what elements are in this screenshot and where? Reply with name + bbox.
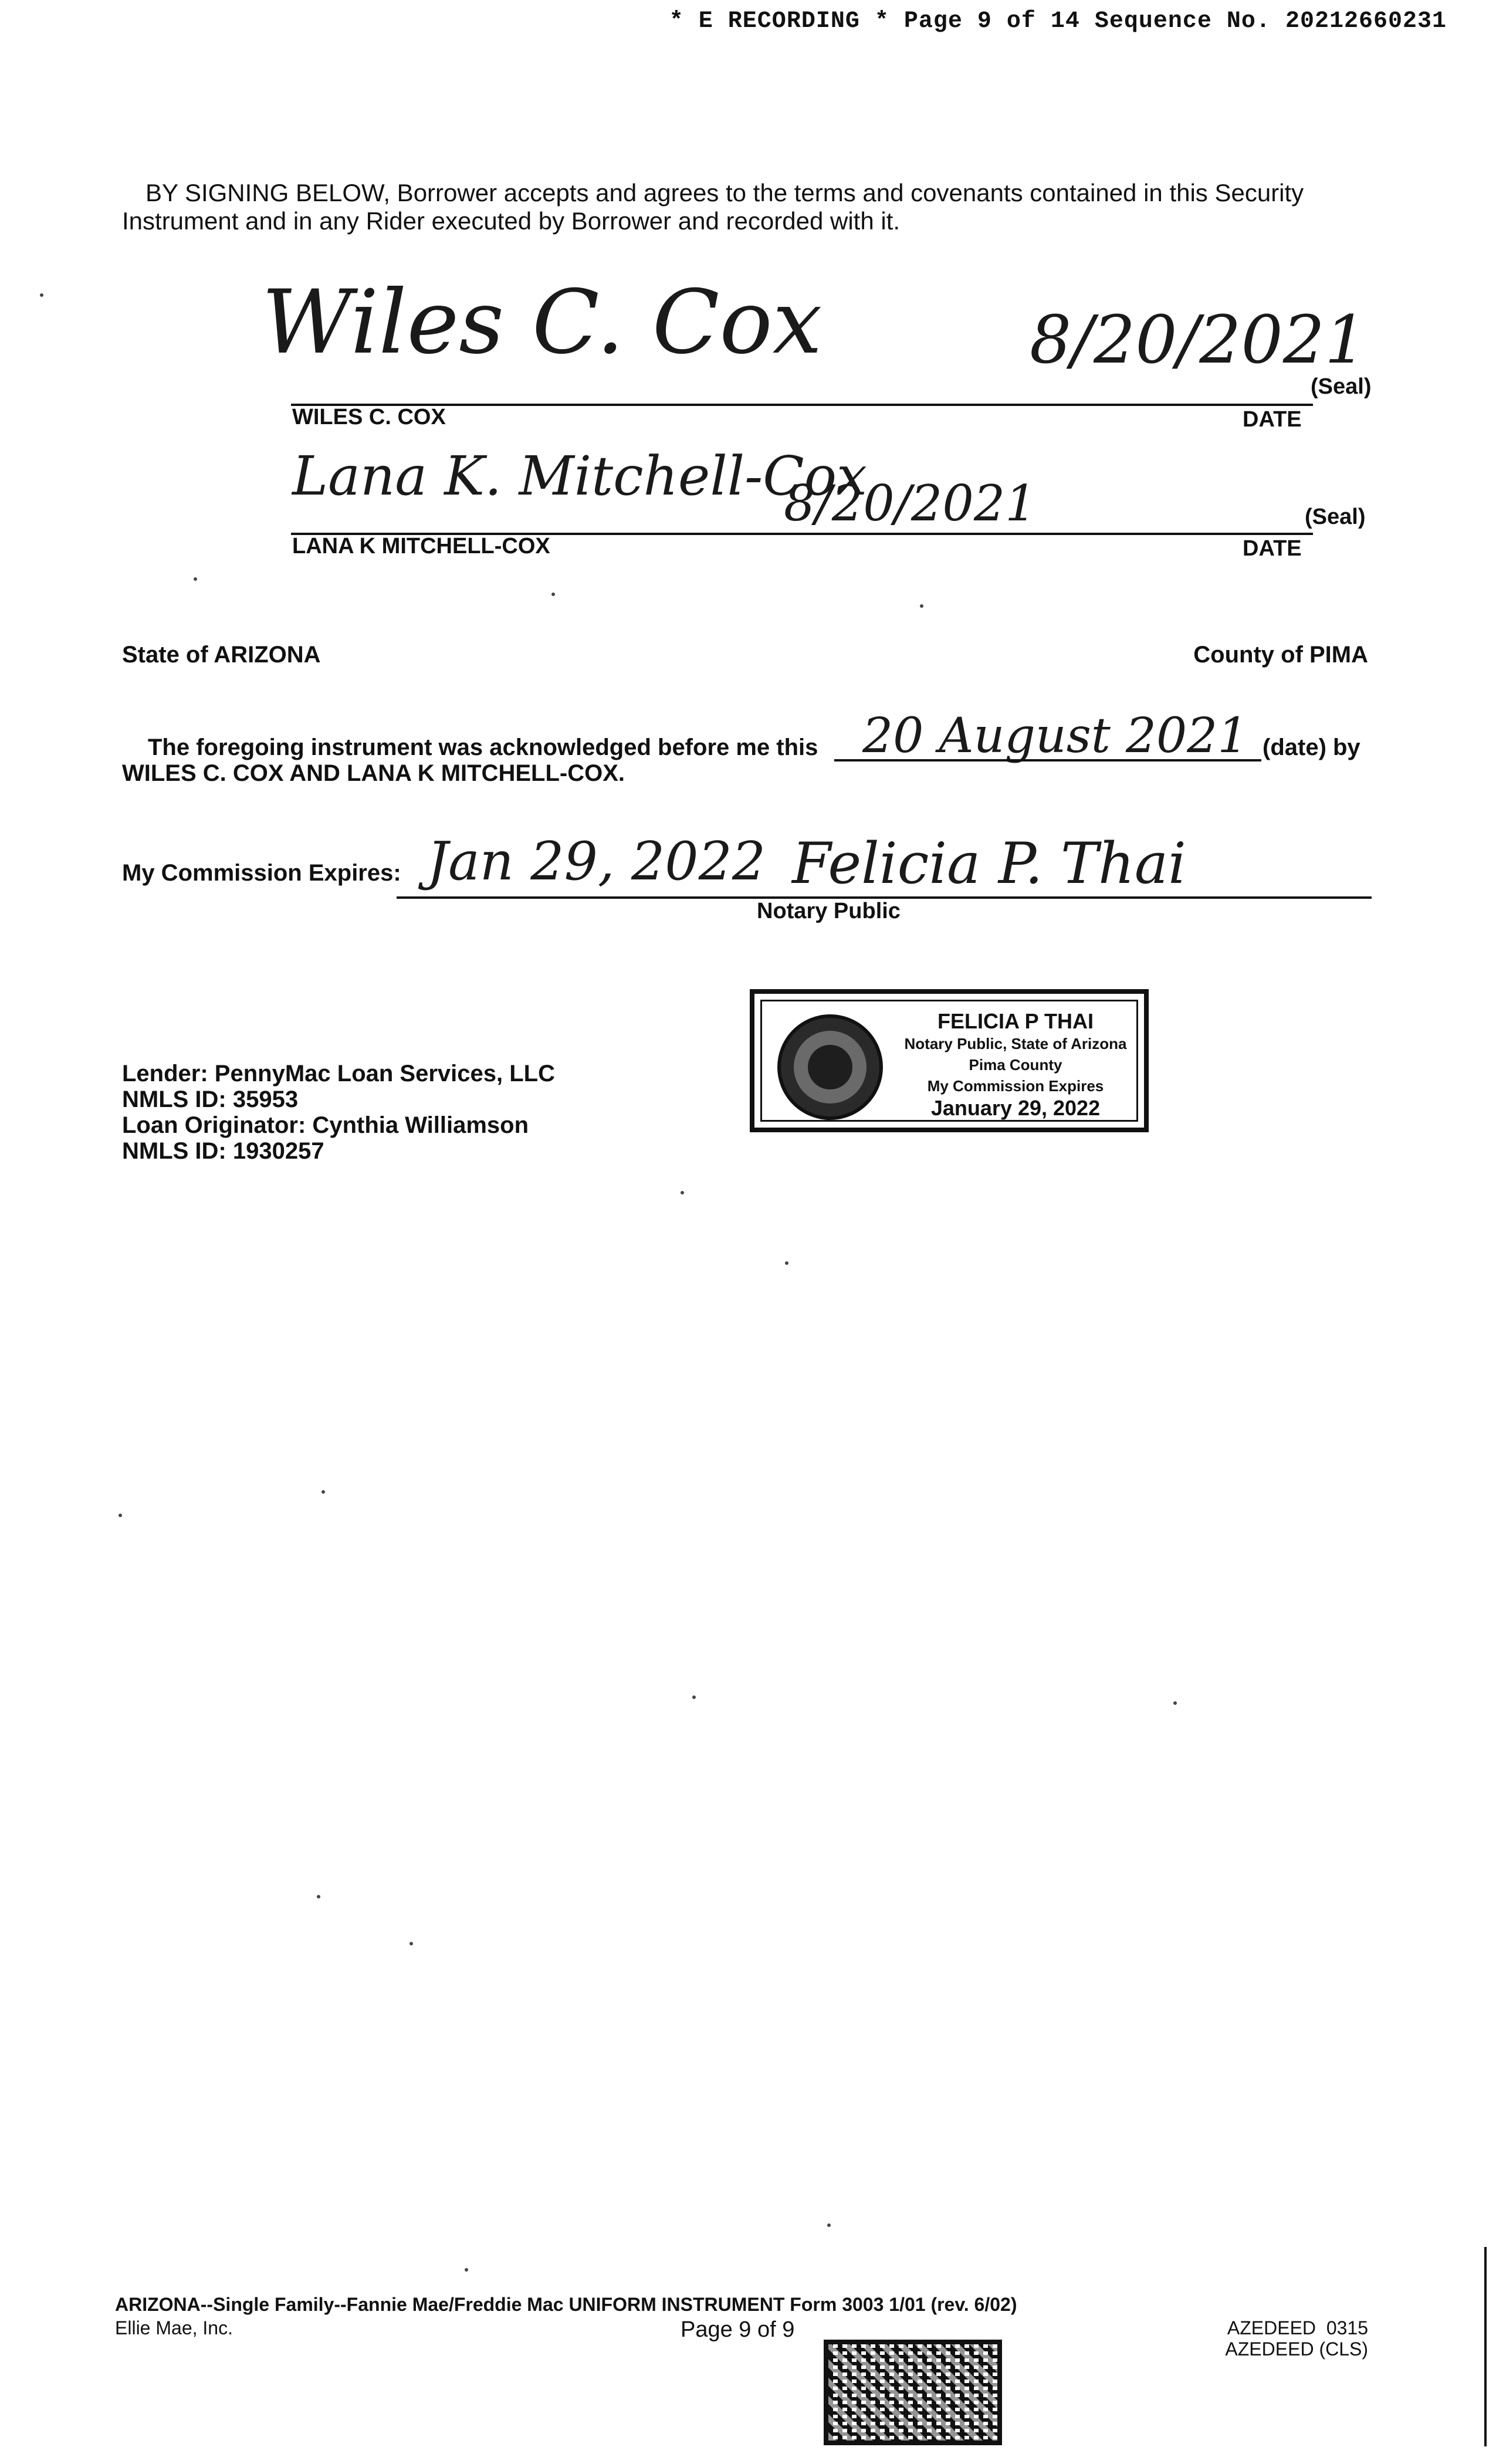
footer-form-line: ARIZONA--Single Family--Fannie Mae/Freddie Mac UNIFORM INSTRUMENT Form 3003 1/01 (rev. 6/02) [115, 2294, 1017, 2315]
stamp-notary-name: FELICIA P THAI [937, 1009, 1094, 1033]
commission-expiry-handwritten: Jan 29, 2022 [427, 831, 766, 892]
signer-name-1: WILES C. COX [292, 405, 446, 429]
commission-label: My Commission Expires: [122, 860, 401, 886]
signature-lana-mitchell-cox: Lana K. Mitchell-Cox [292, 445, 867, 507]
acknowledgment-date: 20 August 2021 [862, 708, 1248, 764]
lender-block [122, 1061, 555, 1164]
footer-page-number: Page 9 of 9 [681, 2317, 795, 2342]
seal-label-1: (Seal) [1311, 374, 1372, 399]
barcode [824, 2340, 1002, 2445]
date-label-1: DATE [1243, 407, 1302, 432]
county-label: County of PIMA [1193, 642, 1368, 668]
signing-statement-text: BY SIGNING BELOW, Borrower accepts and agrees to the terms and covenants contained in this Security Instrument and in any Rider executed by Borrower and recorded with it. [122, 179, 1304, 235]
handwritten-date-wiles: 8/20/2021 [1030, 302, 1367, 378]
stamp-notary-title: Notary Public, State of Arizona [904, 1035, 1127, 1052]
seal-label-2: (Seal) [1305, 505, 1366, 529]
signer-name-2: LANA K MITCHELL-COX [292, 534, 550, 559]
stamp-expires-date: January 29, 2022 [930, 1096, 1101, 1120]
lender-name: Lender: PennyMac Loan Services, LLC [122, 1061, 555, 1087]
lender-nmls: NMLS ID: 35953 [122, 1087, 299, 1112]
notary-public-label: Notary Public [757, 899, 901, 923]
footer-code-2: AZEDEED (CLS) [1225, 2338, 1368, 2360]
signature-wiles-cox: Wiles C. Cox [262, 272, 823, 374]
notary-stamp [750, 989, 1149, 1132]
edge-mark [1484, 2247, 1487, 2446]
stamp-expires-label: My Commission Expires [927, 1077, 1104, 1095]
footer-codes [1225, 2317, 1368, 2360]
acknowledgment-date-line [834, 759, 1261, 761]
acknowledgment-date-suffix: (date) by [1263, 735, 1360, 760]
stamp-county: Pima County [969, 1056, 1062, 1074]
acknowledgment-parties: WILES C. COX AND LANA K MITCHELL-COX. [122, 760, 625, 786]
footer-vendor: Ellie Mae, Inc. [115, 2317, 233, 2338]
handwritten-date-lana: 8/20/2021 [784, 475, 1037, 532]
state-label: State of ARIZONA [122, 642, 321, 668]
notary-signature: Felicia P. Thai [792, 831, 1186, 896]
recording-header: * E RECORDING * Page 9 of 14 Sequence No. 20212660231 [669, 8, 1447, 35]
signing-statement [122, 179, 1377, 235]
date-label-2: DATE [1243, 536, 1302, 561]
originator-nmls: NMLS ID: 1930257 [122, 1138, 324, 1164]
notary-seal-emblem [777, 1014, 883, 1120]
acknowledgment-lead: The foregoing instrument was acknowledged before me this [148, 735, 818, 760]
loan-originator: Loan Originator: Cynthia Williamson [122, 1112, 529, 1138]
footer-code-1: AZEDEED 0315 [1227, 2317, 1368, 2338]
